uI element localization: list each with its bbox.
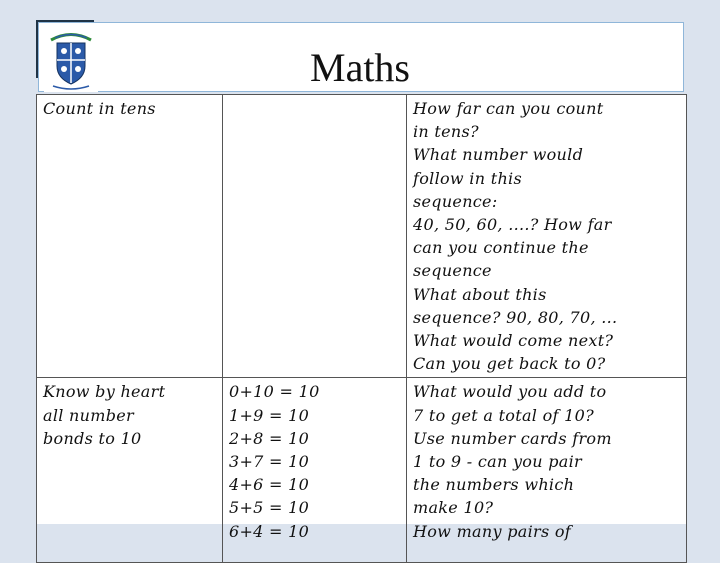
cell-line: 40, 50, 60, ....? How far (413, 215, 612, 235)
cell-line: Can you get back to 0? (413, 354, 606, 374)
cell-line: 5+5 = 10 (229, 498, 310, 518)
questions-cell (407, 95, 687, 378)
slide-title-text: Maths (310, 45, 410, 90)
questions-cell (407, 378, 687, 563)
cell-line: in tens? (413, 122, 479, 142)
cell-line: 6+4 = 10 (229, 521, 310, 541)
cell-line: all number (43, 405, 134, 425)
cell-line: What would you add to (413, 382, 607, 402)
objective-cell (37, 95, 223, 378)
maths-table-container (36, 94, 686, 541)
examples-cell (223, 378, 407, 563)
cell-line: What would come next? (413, 331, 614, 351)
cell-line: sequence: (413, 191, 498, 211)
cell-line: the numbers which (413, 475, 575, 495)
cell-line: make 10? (413, 498, 494, 518)
examples-cell (223, 95, 407, 378)
cell-line: How many pairs of (413, 521, 572, 541)
cell-line: 7 to get a total of 10? (413, 405, 594, 425)
cell-line: 0+10 = 10 (229, 382, 320, 402)
maths-table (36, 94, 687, 563)
cell-line: 3+7 = 10 (229, 452, 310, 472)
cell-line: Know by heart (43, 382, 166, 402)
cell-line: bonds to 10 (43, 428, 142, 448)
cell-line: 4+6 = 10 (229, 475, 310, 495)
cell-line: sequence? 90, 80, 70, ... (413, 307, 618, 327)
cell-line: How far can you count (413, 99, 604, 118)
cell-line: follow in this (413, 168, 522, 188)
cell-line: 2+8 = 10 (229, 428, 310, 448)
cell-line: Count in tens (43, 99, 156, 118)
cell-line: sequence (413, 261, 492, 281)
cell-line: Use number cards from (413, 428, 612, 448)
table-row (37, 95, 687, 378)
slide-title (0, 40, 720, 96)
cell-line: can you continue the (413, 238, 589, 258)
cell-line: 1+9 = 10 (229, 405, 310, 425)
cell-line: What number would (413, 145, 584, 165)
objective-cell (37, 378, 223, 563)
cell-line: What about this (413, 284, 547, 304)
cell-line: 1 to 9 - can you pair (413, 452, 582, 472)
table-row (37, 378, 687, 563)
